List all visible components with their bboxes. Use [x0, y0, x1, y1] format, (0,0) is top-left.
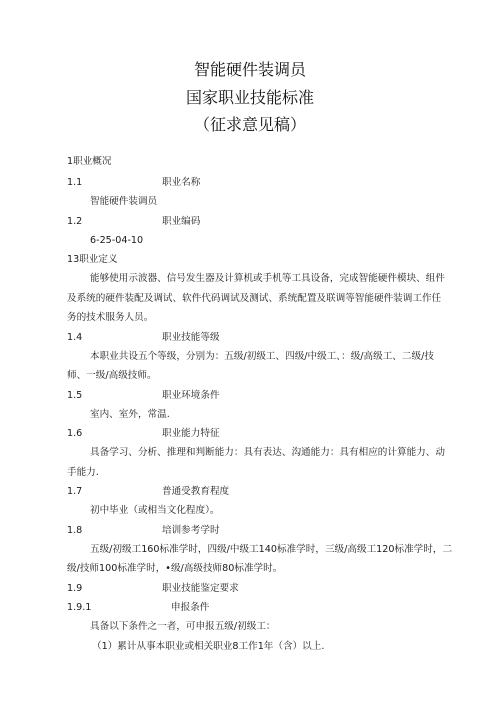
- definition-paragraph-line-1: 能够使用示波器、信号发生器及计算机或手机等工具设备，完成智能硬件模块、组件: [90, 273, 445, 284]
- training-paragraph-line-1: 五级/初级工160标准学时，四级/中级工140标准学时，三级/高级工120标准学时，二: [90, 544, 453, 555]
- occupation-name: 智能硬件装调员: [90, 196, 158, 207]
- doc-title-line-2: 国家职业技能标准: [185, 88, 314, 107]
- occupation-code: 6-25-04-10: [90, 235, 144, 246]
- ability-paragraph-line-2: 手能力.: [67, 467, 99, 478]
- definition-paragraph-line-2: 及系统的硬件装配及调试、软件代码调试及测试、系统配置及联调等智能硬件装调工作任: [67, 293, 442, 304]
- training-paragraph-line-2: 级/技师100标准学时，•级/高级技师80标准学时。: [67, 563, 283, 574]
- section-label: 普通受教育程度: [162, 486, 230, 497]
- section-number: 1.4: [67, 332, 83, 343]
- section-1-6-heading: [67, 427, 367, 441]
- section-1-4-heading: [67, 331, 367, 345]
- section-number: 1.9.1: [67, 602, 92, 613]
- section-label: 培训参考学时: [162, 525, 220, 536]
- section-1-5-heading: [67, 389, 367, 403]
- section-number: 1.6: [67, 428, 83, 439]
- application-condition-1: （1）累计从事本职业或相关职业8工作1年（含）以上.: [92, 641, 325, 652]
- levels-paragraph-line-2: 师、一级/高级技师。: [67, 370, 157, 381]
- section-label: 职业技能等级: [162, 332, 220, 343]
- education-text: 初中毕业（或相当文化程度）。: [90, 505, 220, 516]
- section-number: 1.8: [67, 525, 83, 536]
- section-number: 1.5: [67, 390, 83, 401]
- ability-paragraph-line-1: 具备学习、分析、推理和判断能力：具有表达、沟通能力：具有相应的计算能力、动: [90, 447, 445, 458]
- application-intro: 具备以下条件之一者，可申报五级/初级工：: [90, 621, 276, 632]
- levels-paragraph-line-1: 本职业共设五个等级，分别为：五级/初级工、四级/中级工、：级/高级工、二级/技: [90, 351, 434, 362]
- section-1-2-heading: [67, 215, 367, 229]
- environment-text: 室内、室外，常温.: [90, 409, 170, 420]
- section-1-3-heading: 13职业定义: [67, 254, 118, 265]
- section-label: 职业技能鉴定要求: [162, 583, 239, 594]
- section-1-9-1-heading: [67, 601, 367, 615]
- section-1-8-heading: [67, 524, 367, 538]
- section-number: 1.1: [67, 177, 83, 188]
- doc-title-line-3: （征求意见稿）: [193, 115, 306, 134]
- section-number: 1.2: [67, 216, 83, 227]
- section-number: 1.7: [67, 486, 83, 497]
- doc-title-line-1: 智能硬件装调员: [193, 60, 306, 79]
- section-1-1-heading: [67, 176, 367, 190]
- section-label: 职业环境条件: [162, 390, 220, 401]
- section-number: 1.9: [67, 583, 83, 594]
- section-1-heading: 1职业概况: [67, 156, 112, 167]
- section-label: 职业编码: [162, 216, 201, 227]
- section-label: 职业能力特征: [162, 428, 220, 439]
- section-label: 职业名称: [162, 177, 201, 188]
- definition-paragraph-line-3: 务的技术服务人员。: [67, 312, 154, 323]
- section-label: 申报条件: [171, 602, 210, 613]
- section-1-7-heading: [67, 485, 367, 499]
- section-1-9-heading: [67, 582, 367, 596]
